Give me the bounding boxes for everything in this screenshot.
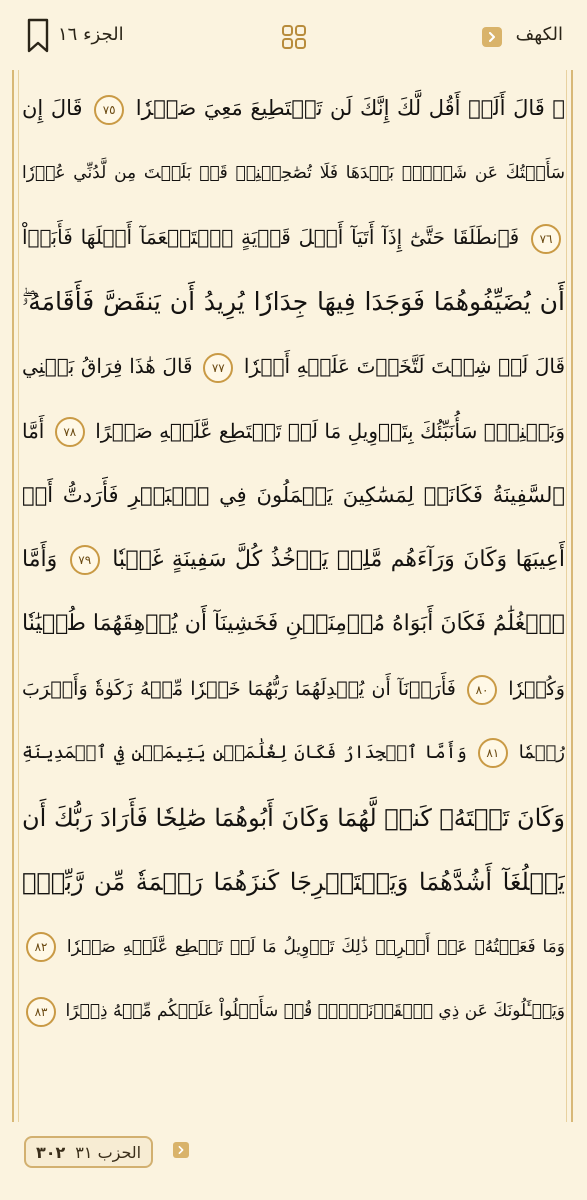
ayah-text[interactable]: ٱلۡغُلَٰمُ فَكَانَ أَبَوَاهُ مُؤۡمِنَيۡنِ فَخَشِينَآ أَن يُرۡهِقَهُمَا طُغۡيَٰنٗا [22, 611, 565, 636]
surah-chevron-button[interactable] [482, 27, 502, 47]
text-line [22, 270, 565, 335]
chevron-right-icon [487, 32, 497, 42]
ayah-text[interactable]: فَأَرَدۡنَآ أَن يُبۡدِلَهُمَا رَبُّهُمَا خَيۡرٗا مِّنۡهُ زَكَوٰةٗ وَأَقۡرَبَ [22, 677, 456, 700]
ayah-number-marker[interactable]: ٧٩ [70, 545, 100, 575]
bookmark-icon[interactable] [26, 18, 50, 54]
ayah-text[interactable]: وَيَسۡـَٔلُونَكَ عَن ذِي ٱلۡقَرۡنَيۡنِۖ قُلۡ سَأَتۡلُواْ عَلَيۡكُم مِّنۡهُ ذِكۡرًا [65, 1001, 565, 1021]
ayah-text[interactable]: ٱلسَّفِينَةُ فَكَانَتۡ لِمَسَٰكِينَ يَعۡمَلُونَ فِي ٱلۡبَحۡرِ فَأَرَدتُّ أَنۡ [22, 483, 565, 507]
hizb-page-indicator[interactable] [24, 1136, 153, 1168]
ayah-text[interactable]: رُحۡمٗا [518, 742, 565, 763]
hizb-chevron-button[interactable] [173, 1142, 189, 1158]
ayah-number-marker[interactable]: ٨٢ [26, 932, 56, 962]
text-line [22, 141, 565, 206]
text-line [22, 399, 565, 464]
surah-name[interactable]: الكهف [515, 24, 563, 45]
ayah-number-marker[interactable]: ٧٦ [531, 224, 561, 254]
ayah-text[interactable]: سَأَلۡتُكَ عَن شَيۡءِۭ بَعۡدَهَا فَلَا تُصَٰحِبۡنِيۖ قَدۡ بَلَغۡتَ مِن لَّدُنِّي عُذۡرٗا [22, 162, 565, 183]
hizb-label: الحزب ٣١ [75, 1142, 142, 1162]
text-line [22, 915, 565, 980]
text-line [22, 786, 565, 851]
ayah-text[interactable]: ۞ قَالَ أَلَمۡ أَقُل لَّكَ إِنَّكَ لَن تَسۡتَطِيعَ مَعِيَ صَبۡرٗا [135, 96, 565, 120]
ayah-text[interactable]: وَأَمَّا ٱلۡجِدَارُ فَكَانَ لِغُلَٰمَيۡنِ يَتِيمَيۡنِ فِي ٱلۡمَدِينَةِ [22, 742, 467, 763]
text-line [22, 334, 565, 399]
ayah-text[interactable]: أَمَّا [22, 418, 45, 443]
text-line [22, 592, 565, 657]
ayah-text[interactable]: أَعِيبَهَا وَكَانَ وَرَآءَهُم مَّلِكٞ يَأۡخُذُ كُلَّ سَفِينَةٍ غَصۡبٗا [112, 546, 565, 572]
chevron-right-icon [177, 1146, 185, 1154]
ayah-text[interactable]: فَٱنطَلَقَا حَتَّىٰٓ إِذَآ أَتَيَآ أَهۡلَ قَرۡيَةٍ ٱسۡتَطۡعَمَآ أَهۡلَهَا فَأَبَوۡاْ [22, 225, 520, 249]
quran-text [22, 76, 565, 1044]
ayah-number-marker[interactable]: ٨٣ [26, 997, 56, 1027]
ayah-text[interactable]: قَالَ إِن [22, 96, 83, 120]
ayah-text[interactable]: يَبۡلُغَآ أَشُدَّهُمَا وَيَسۡتَخۡرِجَا كَنزَهُمَا رَحۡمَةٗ مِّن رَّبِّكَۚ [22, 868, 565, 896]
text-line [22, 528, 565, 593]
grid-icon[interactable] [281, 24, 307, 50]
text-line [22, 721, 565, 786]
ayah-text[interactable]: قَالَ لَوۡ شِئۡتَ لَتَّخَذۡتَ عَلَيۡهِ أَجۡرٗا [243, 354, 565, 378]
ayah-text[interactable]: وَكَانَ تَحۡتَهُۥ كَنزٞ لَّهُمَا وَكَانَ أَبُوهُمَا صَٰلِحٗا فَأَرَادَ رَبُّكَ أَن [22, 803, 565, 832]
text-line [22, 979, 565, 1044]
ayah-number-marker[interactable]: ٨٠ [467, 675, 497, 705]
ayah-text[interactable]: وَمَا فَعَلۡتُهُۥ عَنۡ أَمۡرِيۚ ذَٰلِكَ تَأۡوِيلُ مَا لَمۡ تَسۡطِع عَّلَيۡهِ صَبۡرٗا [66, 936, 565, 957]
ayah-text[interactable]: أَن يُضَيِّفُوهُمَا فَوَجَدَا فِيهَا جِدَارٗا يُرِيدُ أَن يَنقَضَّ فَأَقَامَهُۥۖ [22, 286, 565, 316]
text-line [22, 205, 565, 270]
ayah-text[interactable]: وَأَمَّا [22, 546, 58, 572]
juz-label[interactable]: الجزء ١٦ [58, 24, 124, 45]
ayah-text[interactable]: قَالَ هَٰذَا فِرَاقُ بَيۡنِي [22, 354, 193, 378]
text-line [22, 657, 565, 722]
ayah-number-marker[interactable]: ٧٥ [94, 95, 124, 125]
footer-bar [0, 1125, 587, 1200]
header-bar [0, 0, 587, 70]
ayah-text[interactable]: وَكُفۡرٗا [508, 677, 565, 700]
ayah-number-marker[interactable]: ٨١ [478, 738, 508, 768]
page-number: ٣٠٢ [36, 1142, 66, 1162]
ayah-text[interactable]: وَبَيۡنِكَۚ سَأُنَبِّئُكَ بِتَأۡوِيلِ مَا لَمۡ تَسۡتَطِع عَّلَيۡهِ صَبۡرًا [95, 418, 565, 443]
ayah-number-marker[interactable]: ٧٨ [55, 417, 85, 447]
text-line [22, 463, 565, 528]
text-line [22, 76, 565, 141]
ayah-number-marker[interactable]: ٧٧ [203, 353, 233, 383]
text-line [22, 850, 565, 915]
